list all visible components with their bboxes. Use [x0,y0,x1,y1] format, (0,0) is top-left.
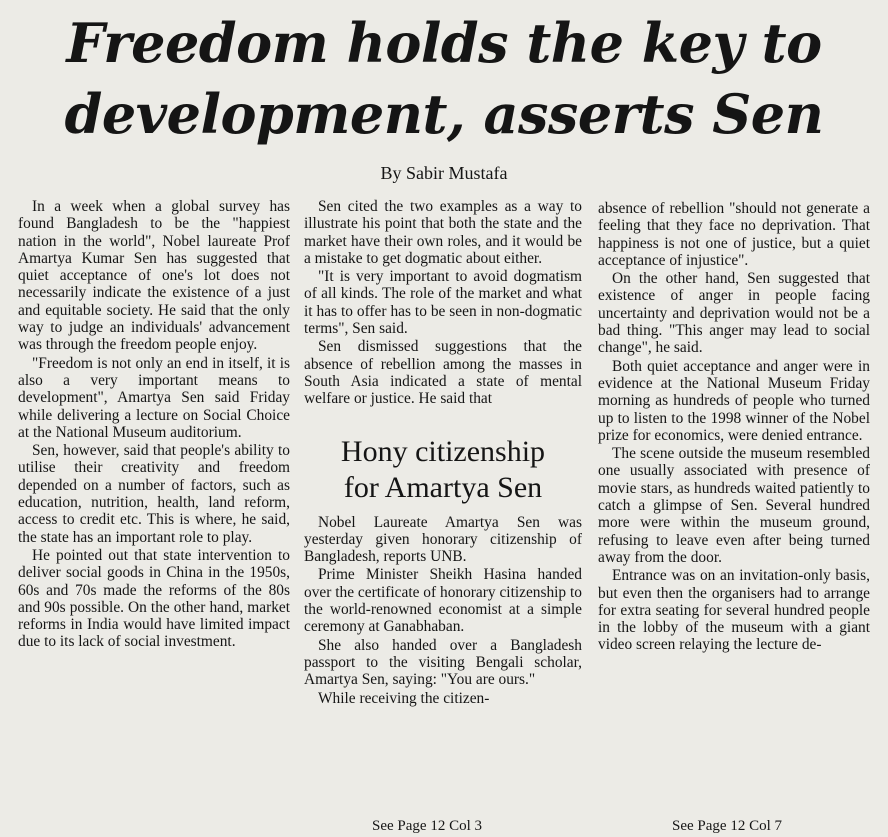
paragraph: Nobel Laureate Amartya Sen was yesterday given honorary citizenship of Bangladesh, reports UNB. [304,513,582,566]
jump-line-col-3: See Page 12 Col 7 [672,818,782,834]
sub-headline-line-2: for Amartya Sen [343,470,543,504]
paragraph: Sen, however, said that people's ability to utilise their creativity and freedom depended on a number of factors, such as education, nutrition, health, land reform, access to credit etc. This is where, he said, the state has an important role to play. [18,442,290,546]
paragraph: While receiving the citizen- [318,689,490,707]
headline [0,8,888,150]
paragraph: Prime Minister Sheikh Hasina handed over the certificate of honorary citizenship to the world-renowned economist at a simple ceremony at Ganabhaban. [304,566,582,636]
sub-headline-line-1: Hony citizenship [340,434,546,468]
headline-line-2: development, asserts Sen [64,82,824,146]
paragraph: absence of rebellion "should not generate a feeling that they face no deprivation. That happiness is not one of justice, but a quiet acceptance of injustice". [598,200,870,269]
paragraph: "It is very important to avoid dogmatism of all kinds. The role of the market and what it has to offer has to be seen in non-dogmatic terms", Sen said. [304,268,582,338]
headline-line-1: Freedom holds the key to [66,11,822,75]
paragraph: The scene outside the museum resembled one usually associated with presence of movie stars, as hundreds waited patiently to catch a glimpse of Sen. Several hundred more were within the museum ground, refusing to leave even after being turned away from the door. [598,445,870,566]
column-3 [598,200,870,831]
byline: By Sabir Mustafa [380,163,508,183]
paragraph: He pointed out that state intervention to deliver social goods in China in the 1950s, 60s and 70s made the reforms of the 80s and 90s possible. On the other hand, market reforms in India would have limited impact due to its lack of social investment. [18,546,290,651]
paragraph: Both quiet acceptance and anger were in evidence at the National Museum Friday morning as hundreds of people who turned up to listen to the 1998 winner of the Nobel prize for economics, were denied entrance. [598,357,870,444]
column-1 [18,198,290,831]
paragraph: On the other hand, Sen suggested that existence of anger in people facing uncertainty and deprivation would not be a bad thing. "This anger may lead to social change", he said. [598,270,870,357]
paragraph: In a week when a global survey has found Bangladesh to be the "happiest nation in the world", Nobel laureate Prof Amartya Kumar Sen has suggested that quiet acceptance of one's lot does not necessarily indicate the existence of a just and equitable society. He said that the only way to judge an individuals' advancement was through the freedom people enjoy. [18,198,290,354]
column-2 [304,198,582,831]
sub-headline [304,434,582,506]
jump-line-col-2: See Page 12 Col 3 [372,818,482,834]
paragraph: Sen cited the two examples as a way to illustrate his point that both the state and the market have their own roles, and it would be a mistake to get dogmatic about either. [304,198,582,267]
paragraph: She also handed over a Bangladesh passport to the visiting Bengali scholar, Amartya Sen, saying: "You are ours." [304,636,582,689]
paragraph: "Freedom is not only an end in itself, it is also a very important means to development", Amartya Sen said Friday while delivering a lecture on Social Choice at the National Museum auditorium. [18,354,290,441]
paragraph: Sen dismissed suggestions that the absence of rebellion among the masses in South Asia indicated a state of mental welfare or justice. He said that [304,338,582,408]
paragraph: Entrance was on an invitation-only basis, but even then the organisers had to arrange for extra seating for several hundred people in the lobby of the museum with a giant video screen relaying the lecture de- [598,567,870,654]
